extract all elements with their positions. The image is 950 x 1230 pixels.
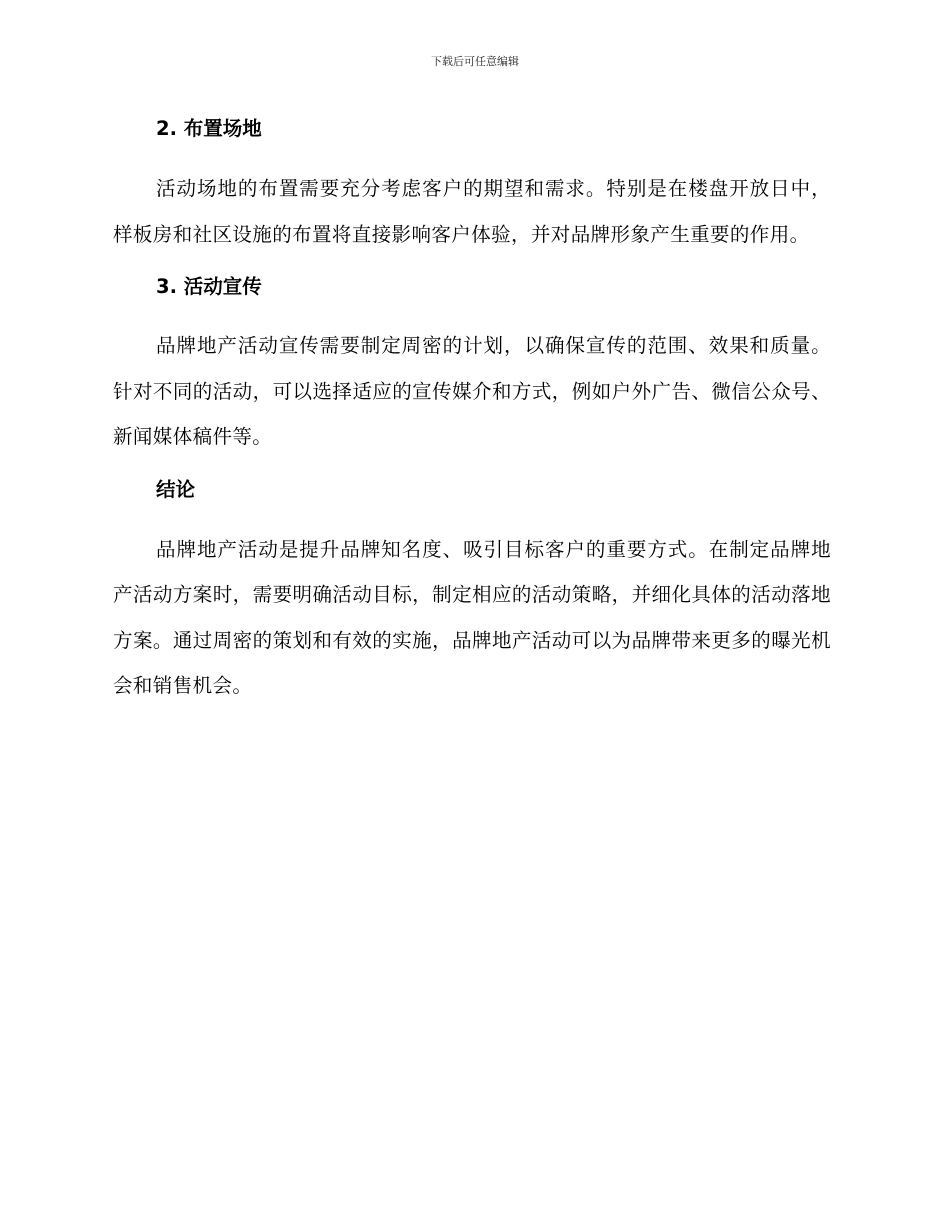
section-paragraph-venue-layout: 活动场地的布置需要充分考虑客户的期望和需求。特别是在楼盘开放日中，样板房和社区设施的布置将直接影响客户体验，并对品牌形象产生重要的作用。 bbox=[113, 177, 831, 246]
section-heading-venue-layout: 2. 布置场地 bbox=[156, 117, 262, 140]
header-note: 下载后可任意编辑 bbox=[431, 55, 519, 68]
section-paragraph-promotion: 品牌地产活动宣传需要制定周密的计划，以确保宣传的范围、效果和质量。针对不同的活动，可以选择适应的宣传媒介和方式，例如户外广告、微信公众号、新闻媒体稿件等。 bbox=[113, 334, 831, 448]
section-heading-conclusion: 结论 bbox=[156, 477, 196, 501]
document-body bbox=[113, 110, 831, 709]
section-paragraph-conclusion: 品牌地产活动是提升品牌知名度、吸引目标客户的重要方式。在制定品牌地产活动方案时，需要明确活动目标，制定相应的活动策略，并细化具体的活动落地方案。通过周密的策划和有效的实施，品牌地产活动可以为品牌带来更多的曝光机会和销售机会。 bbox=[113, 537, 831, 697]
section-heading-promotion: 3. 活动宣传 bbox=[156, 275, 262, 298]
